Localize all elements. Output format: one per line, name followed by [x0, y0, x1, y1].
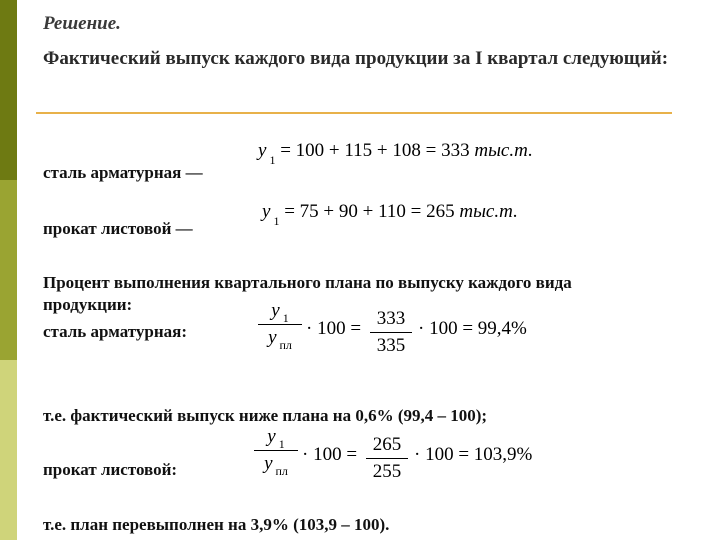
- sheet-ratio-formula: [254, 426, 544, 496]
- sheet-y: y: [262, 201, 271, 222]
- sheet-conclusion: т.е. план перевыполнен на 3,9% (103,9 – 100).: [43, 515, 390, 534]
- sheet-ratio-result: · 100 = 103,9%: [414, 444, 533, 465]
- slide-heading: Решение.: [43, 13, 121, 34]
- steel-ratio-bar: [258, 324, 302, 325]
- sheet-label: прокат листовой —: [43, 219, 193, 238]
- sheet-formula: [262, 201, 518, 228]
- steel-conclusion: т.е. фактический выпуск ниже плана на 0,6% (99,4 – 100);: [43, 406, 488, 425]
- title-divider: [36, 112, 672, 114]
- sheet-expression: = 75 + 90 + 110 = 265: [284, 201, 455, 222]
- steel-ratio-den-sub: пл: [279, 338, 292, 352]
- steel-y-sub: 1: [269, 153, 276, 167]
- sidebar-segment-dark: [0, 0, 17, 180]
- sheet-ratio-times: · 100 =: [302, 444, 358, 465]
- sheet-value-fraction: [366, 434, 408, 483]
- steel-formula: [258, 140, 533, 167]
- steel-ratio-num-sub: 1: [282, 311, 289, 325]
- sheet-ratio-den-y: y: [264, 453, 273, 474]
- steel-ratio-formula: [258, 300, 538, 370]
- sheet-ratio-den-sub: пл: [275, 464, 288, 478]
- sheet-value-den: 255: [372, 461, 402, 482]
- steel-label-2: сталь арматурная:: [43, 322, 187, 341]
- slide-sidebar: [0, 0, 17, 540]
- percent-heading-line2: продукции:: [43, 295, 133, 314]
- sheet-y-sub: 1: [273, 214, 280, 228]
- steel-ratio-den-y: y: [268, 327, 277, 348]
- steel-y: y: [258, 140, 267, 161]
- steel-ratio-num-y: y: [271, 300, 280, 321]
- sheet-value-num: 265: [372, 434, 402, 455]
- sheet-ratio-bar: [254, 450, 298, 451]
- percent-heading-line1: Процент выполнения квартального плана по выпуску каждого вида: [43, 273, 572, 292]
- steel-unit: тыс.т.: [474, 140, 533, 161]
- steel-expression: = 100 + 115 + 108 = 333: [280, 140, 470, 161]
- steel-label: сталь арматурная —: [43, 163, 203, 182]
- steel-ratio-result: · 100 = 99,4%: [418, 318, 527, 339]
- slide-title: Фактический выпуск каждого вида продукции за I квартал следующий:: [43, 48, 669, 69]
- sheet-ratio-fraction: [254, 426, 298, 478]
- sidebar-segment-light: [0, 360, 17, 540]
- steel-value-den: 335: [376, 335, 406, 356]
- sidebar-segment-mid: [0, 180, 17, 360]
- steel-value-fraction: [370, 308, 412, 357]
- sheet-unit: тыс.т.: [459, 201, 518, 222]
- steel-value-bar: [370, 332, 412, 333]
- sheet-value-bar: [366, 458, 408, 459]
- steel-ratio-times: · 100 =: [306, 318, 362, 339]
- sheet-ratio-num-sub: 1: [278, 437, 285, 451]
- sheet-label-2: прокат листовой:: [43, 460, 178, 479]
- sheet-ratio-num-y: y: [267, 426, 276, 447]
- steel-ratio-fraction: [258, 300, 302, 352]
- steel-value-num: 333: [376, 308, 406, 329]
